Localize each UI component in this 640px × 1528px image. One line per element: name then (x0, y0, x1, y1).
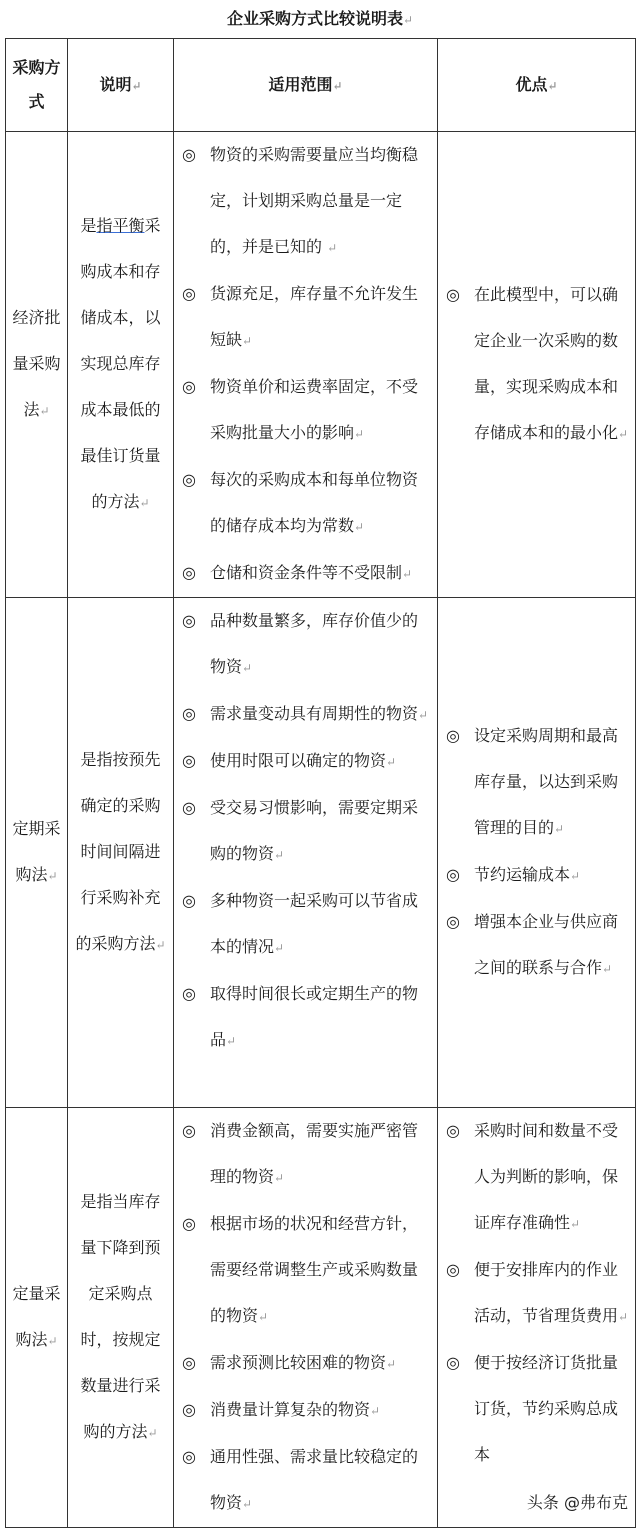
list-item: ◎ 每次的采购成本和每单位物资的储存成本均为常数↵ (182, 470, 419, 535)
list-item: ◎ 在此模型中，可以确定企业一次采购的数量，实现采购成本和存储成本和的最小化↵ (446, 285, 629, 442)
list-item: ◎ 物资的采购需要量应当均衡稳定，计划期采购总量是一定的，并是已知的 ↵ (182, 145, 419, 256)
desc-cell: 是指平衡采购成本和存储成本，以实现总库存成本最低的最佳订货量的方法↵ (68, 132, 174, 598)
list-item: ◎ 物资单价和运费率固定，不受采购批量大小的影响↵ (182, 377, 419, 442)
list-item: ◎ 受交易习惯影响，需要定期采购的物资↵ (182, 798, 419, 863)
table-row (6, 132, 636, 598)
advantages-cell (438, 1108, 636, 1528)
comparison-table (5, 38, 636, 1528)
table-title: 企业采购方式比较说明表↵ (226, 9, 414, 28)
table-row (6, 1108, 636, 1528)
header-method: 采购方式 (6, 39, 68, 132)
list-item: ◎ 消费量计算复杂的物资↵ (182, 1400, 381, 1419)
list-item: ◎ 取得时间很长或定期生产的物品↵ (182, 984, 419, 1049)
header-advantages: 优点↵ (438, 39, 636, 132)
header-row (6, 39, 636, 132)
scope-cell (174, 598, 438, 1108)
watermark: 头条 @弗布克 (526, 1493, 628, 1512)
header-desc: 说明↵ (68, 39, 174, 132)
desc-cell: 是指按预先确定的采购时间间隔进行采购补充的采购方法↵ (68, 598, 174, 1108)
list-item: ◎ 仓储和资金条件等不受限制↵ (182, 563, 413, 582)
list-item: ◎ 使用时限可以确定的物资↵ (182, 751, 397, 770)
list-item: ◎ 品种数量繁多，库存价值少的物资↵ (182, 611, 419, 676)
list-item: ◎ 便于安排库内的作业活动，节省理货费用↵ (446, 1260, 629, 1325)
advantages-cell (438, 132, 636, 598)
list-item: ◎ 消费金额高，需要实施严密管理的物资↵ (182, 1121, 419, 1186)
list-item: ◎ 需求量变动具有周期性的物资↵ (182, 704, 429, 723)
scope-cell (174, 1108, 438, 1528)
method-cell: 定量采购法↵ (6, 1108, 68, 1528)
method-cell: 定期采购法↵ (6, 598, 68, 1108)
table-row (6, 598, 636, 1108)
desc-cell: 是指当库存量下降到预定采购点时，按规定数量进行采购的方法↵ (68, 1108, 174, 1528)
list-item: ◎ 通用性强、需求量比较稳定的物资↵ (182, 1447, 419, 1512)
scope-cell (174, 132, 438, 598)
list-item: ◎ 根据市场的状况和经营方针，需要经常调整生产或采购数量的物资↵ (182, 1214, 419, 1325)
list-item: ◎ 节约运输成本↵ (446, 865, 581, 884)
list-item: ◎ 设定采购周期和最高库存量，以达到采购管理的目的↵ (446, 726, 619, 837)
list-item: ◎ 多种物资一起采购可以节省成本的情况↵ (182, 891, 419, 956)
list-item: ◎ 采购时间和数量不受人为判断的影响，保证库存准确性↵ (446, 1121, 619, 1232)
method-cell: 经济批量采购法↵ (6, 132, 68, 598)
list-item: ◎ 增强本企业与供应商之间的联系与合作↵ (446, 912, 619, 977)
list-item: ◎ 需求预测比较困难的物资↵ (182, 1353, 397, 1372)
header-scope: 适用范围↵ (174, 39, 438, 132)
list-item: ◎ 货源充足，库存量不允许发生短缺↵ (182, 284, 419, 349)
advantages-cell (438, 598, 636, 1108)
list-item: ◎ 便于按经济订货批量订货，节约采购总成本 (446, 1353, 619, 1464)
